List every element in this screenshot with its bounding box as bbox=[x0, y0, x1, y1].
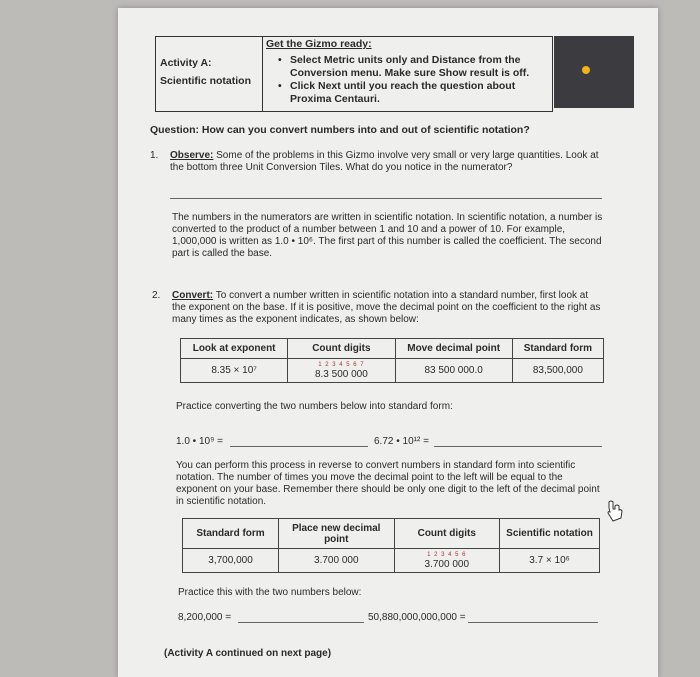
reverse-process-text: You can perform this process in reverse to convert numbers in standard form into scientific notation. The number of times you move the decimal point to the left will be equal to the exponent on your base. Remember there should be only one digit to the left of the decimal point in scientific notation. bbox=[176, 460, 600, 507]
q1-answer-line bbox=[170, 198, 602, 199]
activity-label: Activity A: bbox=[160, 57, 212, 69]
q1-answer: The numbers in the numerators are written in scientific notation. In scientific notation, a number is converted to the product of a number between 1 and 10 and a power of 10. For example, 1,000,000 is written as 1.0 • 10⁶. The first part of this number is called the coefficient. The second part is called the base. bbox=[172, 212, 603, 259]
table-header: Standard form bbox=[183, 519, 279, 549]
table-header: Look at exponent bbox=[181, 339, 288, 359]
q2-text: To convert a number written in scientific notation into a standard number, first look at the exponent on the base. If it is positive, move the decimal point on the coefficient to the right as many times as the exponent indicates, as shown below: bbox=[172, 290, 601, 325]
gizmo-ready-bullet: • Click Next until you reach the question about Proxima Centauri. bbox=[276, 80, 536, 106]
table-cell-count-digits bbox=[394, 549, 500, 573]
exercise-c-answer-line[interactable] bbox=[238, 622, 364, 623]
table-cell: 3.7 × 10⁶ bbox=[500, 549, 600, 573]
exercise-d-label: 50,880,000,000,000 = bbox=[368, 612, 466, 623]
exercise-a-answer-line[interactable] bbox=[230, 446, 368, 447]
exercise-b-answer-line[interactable] bbox=[434, 446, 602, 447]
gizmo-ready-title: Get the Gizmo ready: bbox=[266, 38, 372, 50]
table-header: Scientific notation bbox=[500, 519, 600, 549]
table-header: Standard form bbox=[512, 339, 603, 359]
q2-number: 2. bbox=[152, 290, 161, 301]
table-header: Place new decimal point bbox=[279, 519, 394, 549]
table-cell: 83 500 000.0 bbox=[395, 359, 512, 383]
table-cell: 3.700 000 bbox=[279, 549, 394, 573]
gizmo-thumbnail-image bbox=[554, 36, 634, 108]
table-cell: 83,500,000 bbox=[512, 359, 603, 383]
q1-lead: Observe: bbox=[170, 150, 214, 161]
gizmo-ready-bullet: • Select Metric units only and Distance from the Conversion menu. Make sure Show result is off. bbox=[276, 54, 536, 80]
standard-form-table bbox=[180, 338, 604, 383]
activity-header-box bbox=[155, 36, 553, 112]
exercise-b-label: 6.72 • 10¹² = bbox=[374, 436, 429, 447]
activity-label-cell bbox=[156, 37, 263, 111]
continued-note: (Activity A continued on next page) bbox=[164, 648, 332, 659]
activity-subtitle: Scientific notation bbox=[160, 75, 252, 87]
table-header: Count digits bbox=[288, 339, 395, 359]
q2-lead: Convert: bbox=[172, 290, 214, 301]
practice-instruction-2: Practice this with the two numbers below: bbox=[178, 587, 362, 598]
scientific-notation-table bbox=[182, 518, 600, 573]
exercise-a-label: 1.0 • 10⁹ = bbox=[176, 436, 223, 447]
q1-prompt bbox=[170, 150, 600, 174]
q1-text: Some of the problems in this Gizmo involve very small or very large quantities. Look at the bottom three Unit Conversion Tiles. What do you notice in the numerator? bbox=[170, 150, 599, 173]
table-cell: 3,700,000 bbox=[183, 549, 279, 573]
table-cell: 8.35 × 10⁷ bbox=[181, 359, 288, 383]
exercise-c-label: 8,200,000 = bbox=[178, 612, 232, 623]
question-heading: Question: How can you convert numbers into and out of scientific notation? bbox=[150, 124, 530, 136]
table-cell: 8.3 500 000 bbox=[314, 368, 368, 380]
digit-count-marks: 1 2 3 4 5 6 bbox=[427, 551, 467, 558]
practice-instruction-1: Practice converting the two numbers below into standard form: bbox=[176, 401, 453, 412]
table-cell: 3.700 000 bbox=[424, 558, 470, 570]
mouse-pointer-icon bbox=[606, 500, 624, 522]
table-cell-count-digits bbox=[288, 359, 395, 383]
q1-number: 1. bbox=[150, 150, 159, 161]
exercise-d-answer-line[interactable] bbox=[468, 622, 598, 623]
table-header: Count digits bbox=[394, 519, 500, 549]
gizmo-ready-list bbox=[276, 54, 536, 106]
q2-prompt bbox=[172, 290, 604, 326]
table-header: Move decimal point bbox=[395, 339, 512, 359]
gizmo-thumbnail-dot bbox=[582, 66, 590, 74]
digit-count-marks: 1 2 3 4 5 6 7 bbox=[318, 361, 365, 368]
